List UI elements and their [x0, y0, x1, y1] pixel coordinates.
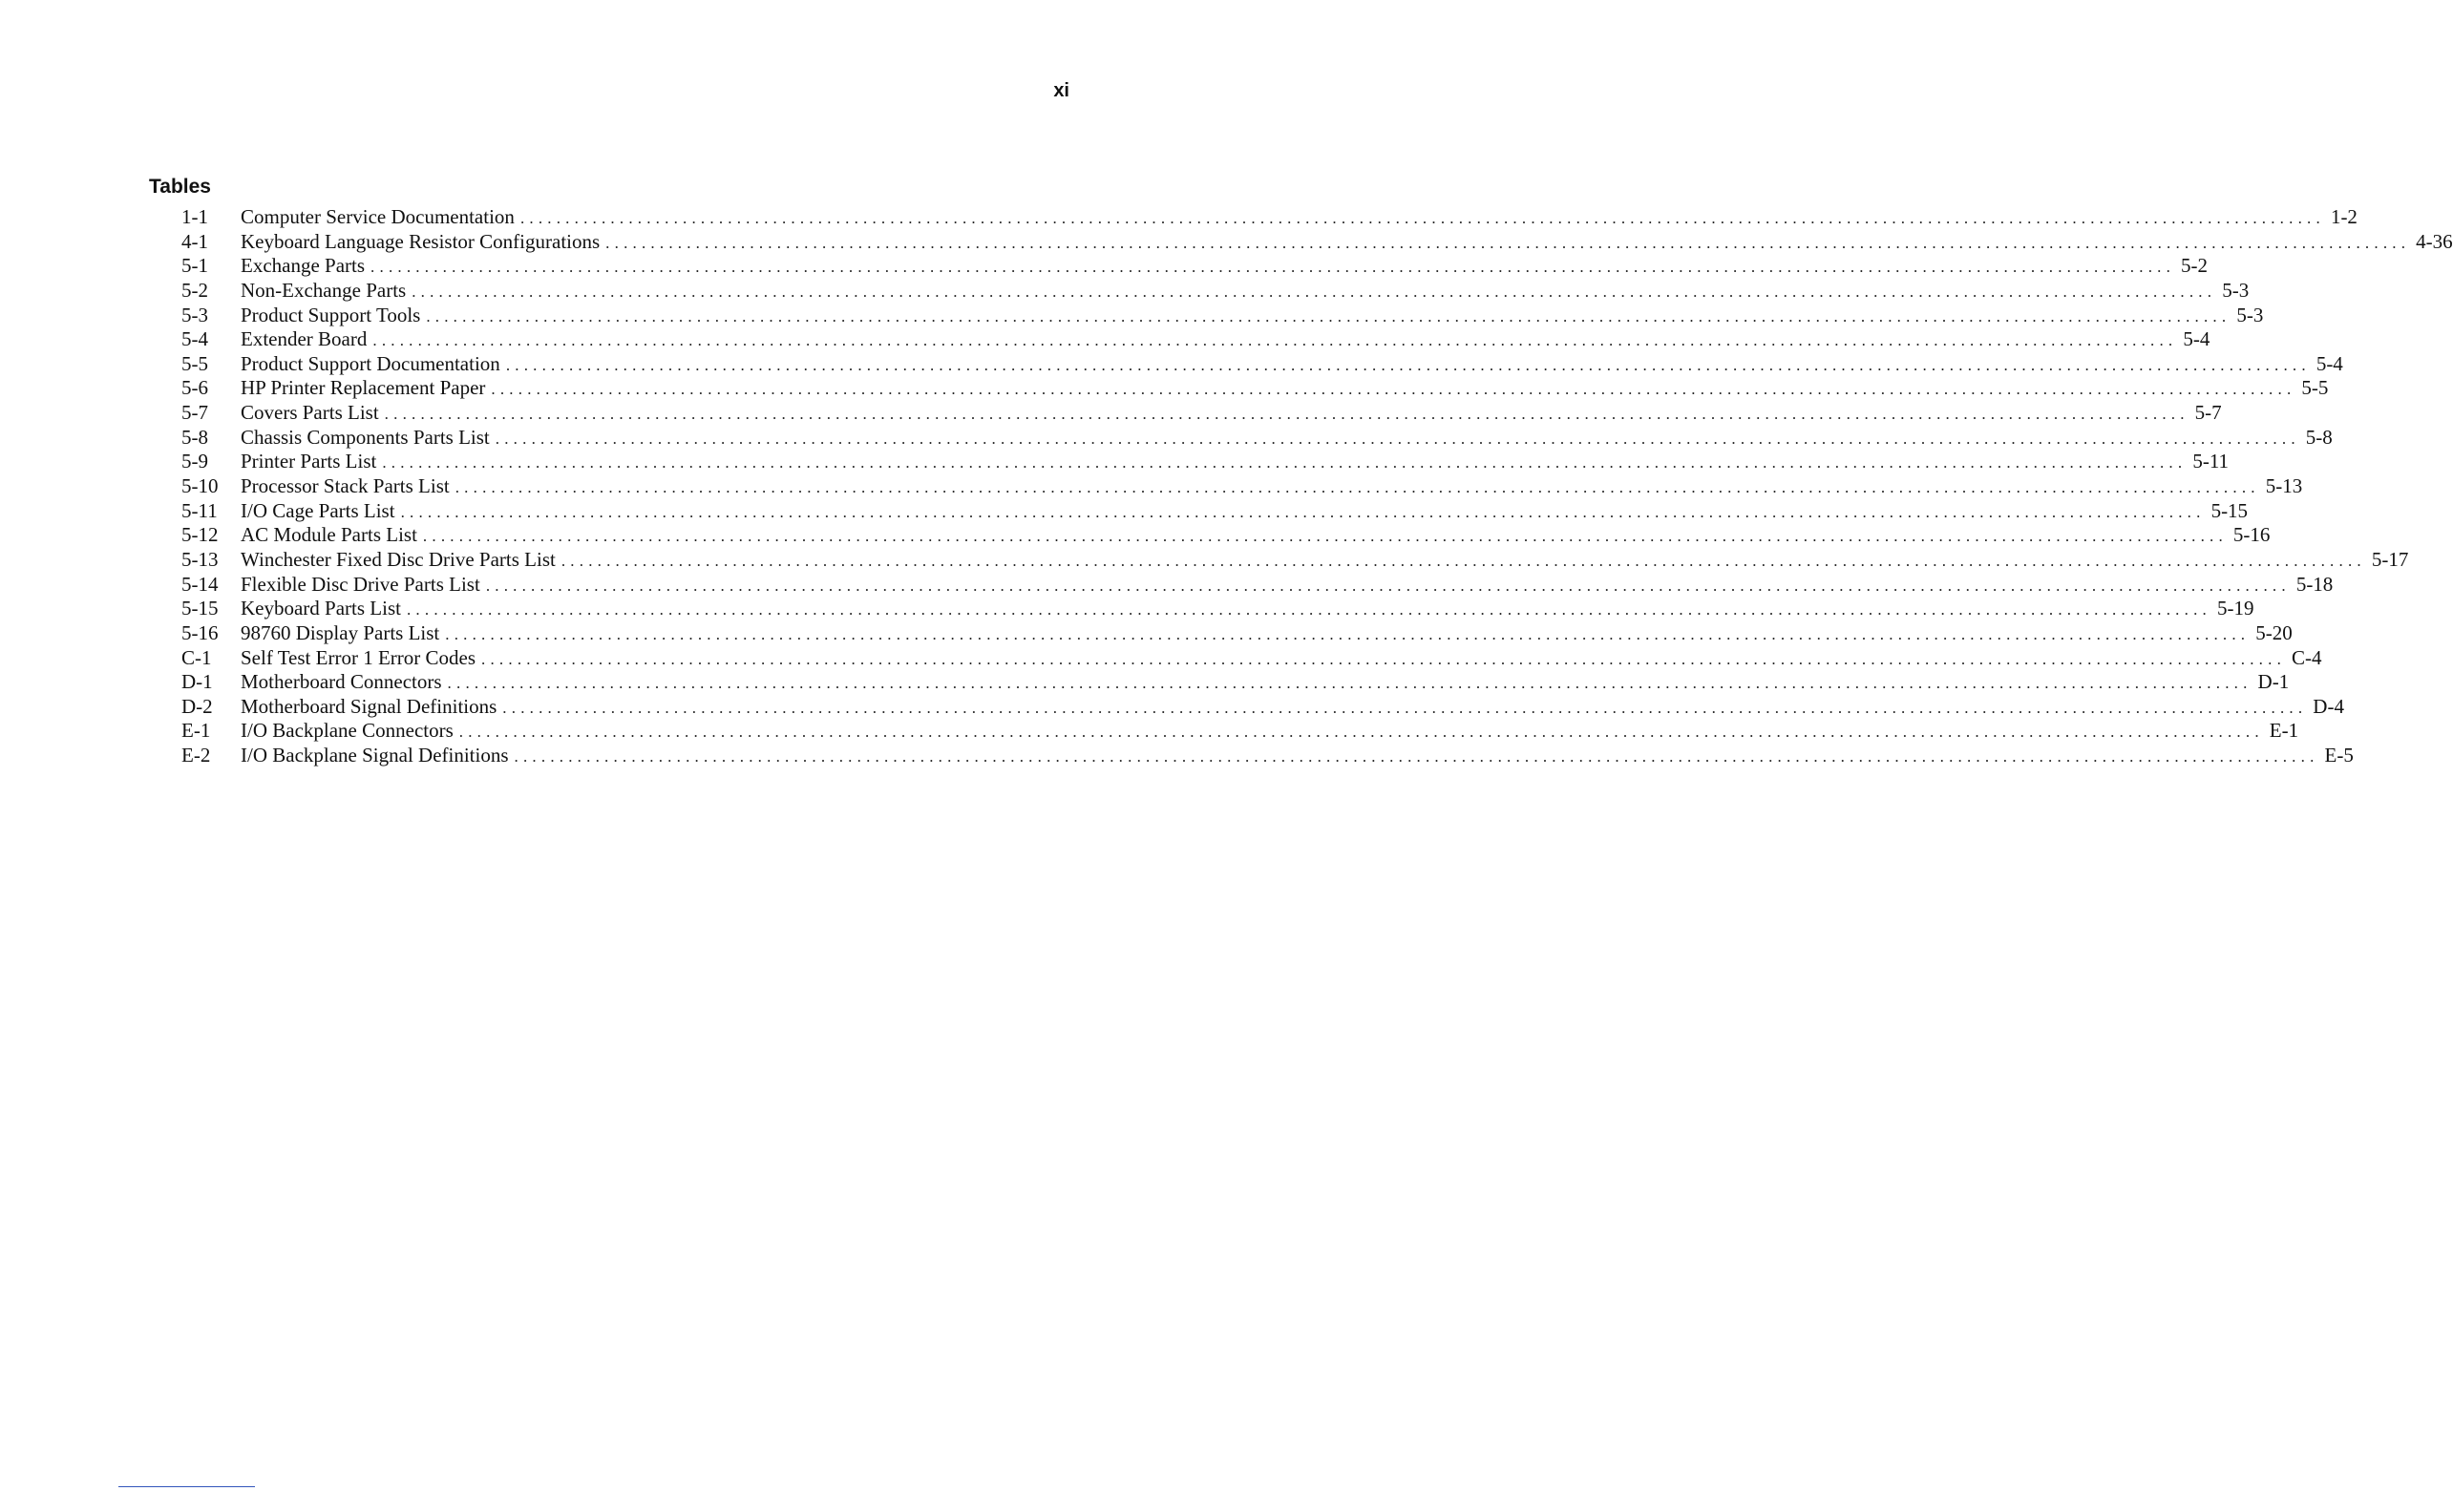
table-page-ref: 5-3 [2222, 278, 2250, 302]
table-title: I/O Backplane Signal Definitions [241, 744, 509, 767]
table-list-item[interactable] [181, 474, 2303, 499]
table-title: Product Support Tools [241, 303, 421, 326]
table-title: Chassis Components Parts List [241, 425, 490, 449]
table-list-item[interactable] [181, 523, 2271, 548]
dot-leader: ........................................................................................................................................................................................................ [412, 282, 2217, 301]
dot-leader: ........................................................................................................................................................................................................ [481, 649, 2287, 668]
dot-leader: ........................................................................................................................................................................................................ [502, 698, 2308, 717]
table-title: Extender Board [241, 327, 368, 351]
table-list-item[interactable] [181, 303, 2264, 328]
table-number: 5-9 [181, 450, 208, 473]
table-number: 5-13 [181, 547, 219, 571]
table-list-item[interactable] [181, 645, 2322, 671]
table-page-ref: 4-36 [2416, 229, 2453, 253]
table-title: Non-Exchange Parts [241, 278, 407, 302]
tables-list [181, 205, 2453, 768]
footer-rule [118, 1486, 255, 1487]
table-number: 5-1 [181, 254, 208, 278]
table-list-item[interactable] [181, 376, 2329, 401]
table-title: 98760 Display Parts List [241, 620, 440, 644]
table-title: Motherboard Connectors [241, 670, 442, 694]
table-number: 5-4 [181, 327, 208, 351]
table-number: 5-8 [181, 425, 208, 449]
table-title: Exchange Parts [241, 254, 366, 278]
dot-leader: ........................................................................................................................................................................................................ [384, 405, 2189, 424]
table-list-item[interactable] [181, 597, 2254, 621]
table-number: 1-1 [181, 205, 208, 228]
table-page-ref: 5-18 [2295, 572, 2334, 596]
table-number: 5-15 [181, 597, 219, 620]
dot-leader: ........................................................................................................................................................................................................ [458, 723, 2264, 742]
dot-leader: ........................................................................................................................................................................................................ [445, 624, 2251, 643]
table-list-item[interactable] [181, 425, 2333, 451]
dot-leader: ........................................................................................................................................................................................................ [455, 478, 2260, 497]
table-page-ref: 5-3 [2236, 303, 2264, 326]
dot-leader: ........................................................................................................................................................................................................ [447, 674, 2252, 693]
table-list-item[interactable] [181, 694, 2344, 720]
table-list-item[interactable] [181, 719, 2299, 744]
table-title: Winchester Fixed Disc Drive Parts List [241, 547, 556, 571]
dot-leader: ........................................................................................................................................................................................................ [495, 429, 2300, 448]
table-title: Processor Stack Parts List [241, 474, 450, 498]
dot-leader: ........................................................................................................................................................................................................ [406, 600, 2211, 620]
table-title: Self Test Error 1 Error Codes [241, 645, 476, 669]
table-page-ref: 5-2 [2181, 254, 2209, 278]
table-list-item[interactable] [181, 351, 2343, 377]
table-page-ref: 5-8 [2305, 425, 2333, 449]
table-title: AC Module Parts List [241, 523, 417, 547]
dot-leader: ........................................................................................................................................................................................................ [382, 453, 2188, 472]
table-number: 4-1 [181, 229, 208, 253]
table-list-item[interactable] [181, 744, 2354, 768]
table-list-item[interactable] [181, 572, 2334, 598]
dot-leader: ........................................................................................................................................................................................................ [491, 380, 2296, 399]
dot-leader: ........................................................................................................................................................................................................ [519, 209, 2325, 227]
table-title: Motherboard Signal Definitions [241, 694, 497, 718]
table-title: Keyboard Language Resistor Configurations [241, 229, 601, 253]
table-page-ref: 5-19 [2216, 597, 2254, 620]
table-list-item[interactable] [181, 547, 2409, 573]
table-number: 5-7 [181, 401, 208, 425]
dot-leader: ........................................................................................................................................................................................................ [605, 233, 2411, 252]
table-page-ref: 5-4 [2316, 351, 2343, 375]
table-list-item[interactable] [181, 498, 2249, 524]
page-number: xi [1053, 80, 1069, 101]
table-number: C-1 [181, 645, 212, 669]
table-page-ref: C-4 [2292, 645, 2322, 669]
section-heading: Tables [149, 176, 211, 198]
dot-leader: ........................................................................................................................................................................................................ [514, 747, 2319, 766]
table-list-item[interactable] [181, 205, 2358, 230]
dot-leader: ........................................................................................................................................................................................................ [560, 551, 2366, 570]
dot-leader: ........................................................................................................................................................................................................ [400, 502, 2206, 521]
table-list-item[interactable] [181, 401, 2222, 426]
table-number: 5-14 [181, 572, 219, 596]
table-list-item[interactable] [181, 327, 2210, 352]
table-list-item[interactable] [181, 620, 2293, 646]
table-title: I/O Backplane Connectors [241, 719, 454, 743]
table-page-ref: 1-2 [2330, 205, 2358, 228]
table-list-item[interactable] [181, 450, 2230, 474]
table-number: 5-3 [181, 303, 208, 326]
table-title: I/O Cage Parts List [241, 498, 395, 522]
table-number: E-2 [181, 744, 211, 767]
table-number: 5-6 [181, 376, 208, 400]
table-page-ref: 5-15 [2210, 498, 2249, 522]
dot-leader: ........................................................................................................................................................................................................ [370, 258, 2176, 277]
table-number: 5-12 [181, 523, 219, 547]
table-number: 5-10 [181, 474, 219, 498]
table-page-ref: 5-20 [2255, 620, 2293, 644]
table-number: 5-11 [181, 498, 218, 522]
table-title: Computer Service Documentation [241, 205, 515, 228]
table-page-ref: 5-13 [2265, 474, 2303, 498]
table-page-ref: 5-11 [2192, 450, 2230, 473]
dot-leader: ........................................................................................................................................................................................................ [422, 527, 2228, 546]
table-title: Product Support Documentation [241, 351, 500, 375]
table-title: Flexible Disc Drive Parts List [241, 572, 480, 596]
table-list-item[interactable] [181, 278, 2250, 304]
table-number: E-1 [181, 719, 211, 743]
table-number: 5-2 [181, 278, 208, 302]
table-page-ref: E-1 [2269, 719, 2299, 743]
dot-leader: ........................................................................................................................................................................................................ [505, 355, 2311, 374]
table-title: Printer Parts List [241, 450, 377, 473]
table-page-ref: 5-4 [2183, 327, 2210, 351]
table-number: D-2 [181, 694, 213, 718]
table-page-ref: 5-7 [2194, 401, 2222, 425]
table-list-item[interactable] [181, 254, 2209, 279]
table-page-ref: 5-5 [2301, 376, 2329, 400]
table-page-ref: 5-16 [2232, 523, 2271, 547]
dot-leader: ........................................................................................................................................................................................................ [372, 331, 2178, 350]
table-title: Covers Parts List [241, 401, 379, 425]
table-list-item[interactable] [181, 229, 2453, 255]
table-title: Keyboard Parts List [241, 597, 401, 620]
table-page-ref: 5-17 [2371, 547, 2409, 571]
table-number: 5-5 [181, 351, 208, 375]
table-page-ref: E-5 [2324, 744, 2354, 767]
table-page-ref: D-4 [2313, 694, 2344, 718]
table-title: HP Printer Replacement Paper [241, 376, 486, 400]
dot-leader: ........................................................................................................................................................................................................ [426, 306, 2231, 326]
dot-leader: ........................................................................................................................................................................................................ [485, 576, 2291, 595]
table-list-item[interactable] [181, 670, 2290, 695]
table-number: D-1 [181, 670, 213, 694]
table-page-ref: D-1 [2257, 670, 2290, 694]
table-number: 5-16 [181, 620, 219, 644]
